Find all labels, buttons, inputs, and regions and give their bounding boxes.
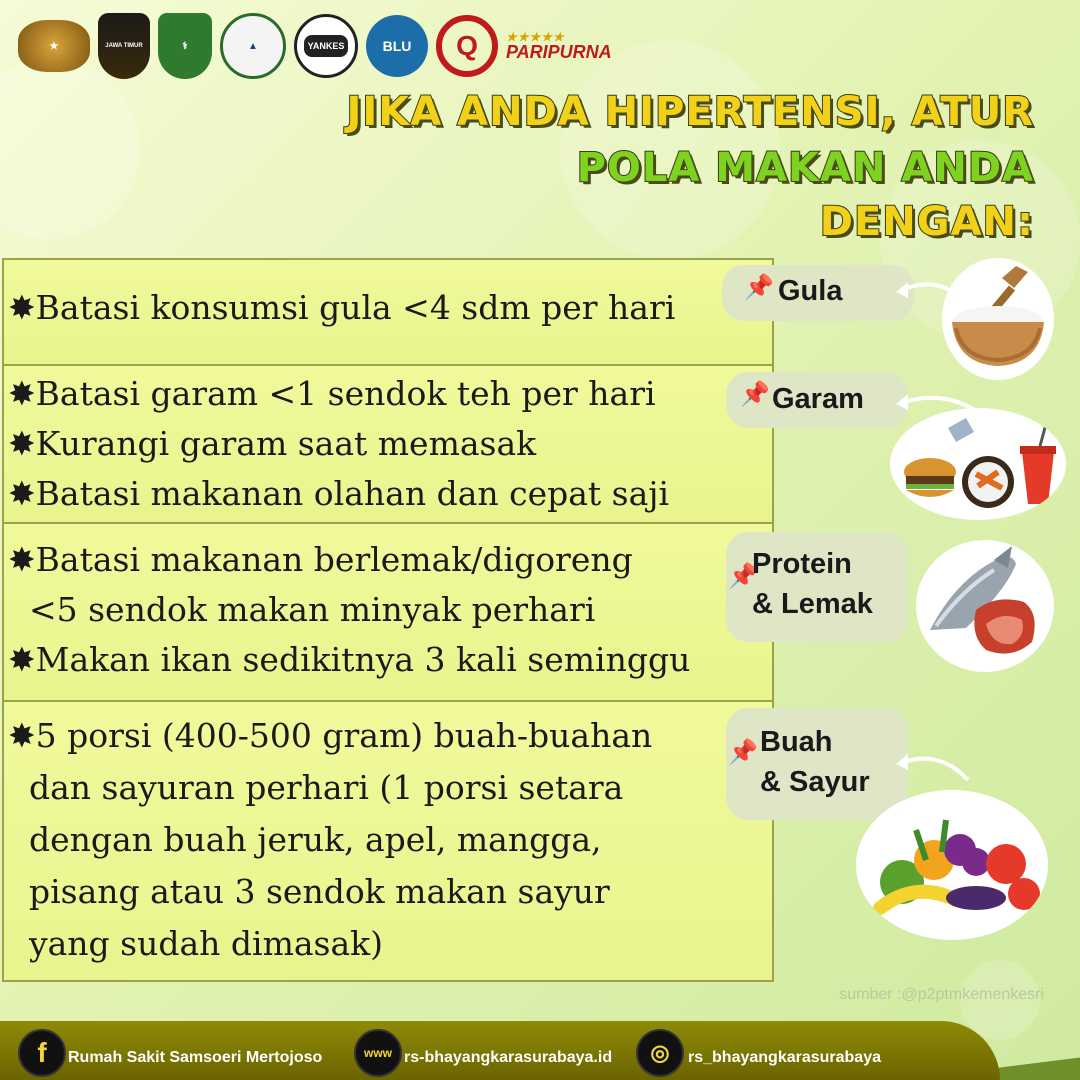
protein-label-line-2: & Lemak: [752, 588, 873, 620]
rumah-sakit-logo: ▲: [220, 13, 286, 79]
section-protein: [2, 522, 774, 702]
buah-label-line-2: & Sayur: [760, 766, 870, 798]
title-line-1: JIKA ANDA HIPERTENSI, ATUR: [346, 89, 1034, 135]
footer-instagram-text[interactable]: rs_bhayangkarasurabaya: [688, 1049, 881, 1066]
buah-line-1: ✸5 porsi (400-500 gram) buah-buahan: [8, 716, 653, 755]
label-garam: [726, 372, 908, 428]
paripurna-text: PARIPURNA: [506, 42, 612, 62]
section-gula: [2, 258, 774, 366]
www-icon[interactable]: www: [354, 1029, 402, 1077]
pin-icon: 📌: [728, 739, 758, 766]
yankes-text: YANKES: [304, 35, 349, 57]
facebook-icon[interactable]: f: [18, 1029, 66, 1077]
paripurna-stars: ★★★★★: [506, 30, 565, 44]
title-line-2: POLA MAKAN ANDA: [576, 145, 1034, 191]
sugar-bowl-image: [942, 258, 1054, 380]
fruit-vegetables-image: [856, 790, 1048, 940]
protein-line-3: ✸Makan ikan sedikitnya 3 kali seminggu: [8, 640, 691, 679]
buah-line-4: pisang atau 3 sendok makan sayur: [8, 872, 610, 911]
label-protein: [726, 532, 908, 642]
jatim-text: JAWA TIMUR: [105, 43, 143, 49]
pin-icon: 📌: [740, 381, 770, 408]
footer-bar: [0, 1005, 1080, 1080]
garam-line-3: ✸Batasi makanan olahan dan cepat saji: [8, 474, 670, 513]
pin-icon: 📌: [744, 274, 774, 301]
garam-line-1: ✸Batasi garam <1 sendok teh per hari: [8, 374, 656, 413]
protein-line-2: <5 sendok makan minyak perhari: [8, 590, 596, 629]
footer-facebook-text[interactable]: Rumah Sakit Samsoeri Mertojoso: [68, 1049, 323, 1066]
polda-jatim-logo: [98, 13, 150, 79]
footer-website-text[interactable]: rs-bhayangkarasurabaya.id: [404, 1049, 613, 1066]
paripurna-q-logo: Q: [436, 15, 498, 77]
fast-food-image: [890, 408, 1066, 520]
pin-icon: 📌: [728, 563, 758, 590]
gula-label-text: Gula: [778, 275, 843, 307]
section-garam: [2, 364, 774, 524]
label-buah: [726, 708, 908, 820]
kedokteran-logo: ⚕: [158, 13, 212, 79]
buah-label-line-1: Buah: [760, 726, 833, 758]
fish-meat-image: [916, 540, 1054, 672]
instagram-icon[interactable]: ◎: [636, 1029, 684, 1077]
blu-logo: [366, 15, 428, 77]
bg-bubble: [0, 60, 140, 240]
garam-label-text: Garam: [772, 383, 864, 415]
blu-text: BLU: [382, 38, 412, 54]
label-gula: [722, 265, 914, 321]
arrow-buah: [894, 740, 974, 790]
buah-line-2: dan sayuran perhari (1 porsi setara: [8, 768, 624, 807]
source-credit: sumber :@p2ptmkemenkesri: [839, 986, 1044, 1003]
section-buah: [2, 700, 774, 982]
title-line-3: DENGAN:: [819, 199, 1034, 245]
paripurna-logo: [506, 31, 612, 61]
garam-line-2: ✸Kurangi garam saat memasak: [8, 424, 537, 463]
logo-bar: [18, 10, 612, 82]
protein-label-line-1: Protein: [752, 548, 852, 580]
polri-logo: ★: [18, 20, 90, 72]
protein-line-1: ✸Batasi makanan berlemak/digoreng: [8, 540, 633, 579]
buah-line-5: yang sudah dimasak): [8, 924, 384, 963]
buah-line-3: dengan buah jeruk, apel, mangga,: [8, 820, 602, 859]
yankes-logo: [294, 14, 358, 78]
gula-line-1: ✸Batasi konsumsi gula <4 sdm per hari: [8, 288, 676, 327]
